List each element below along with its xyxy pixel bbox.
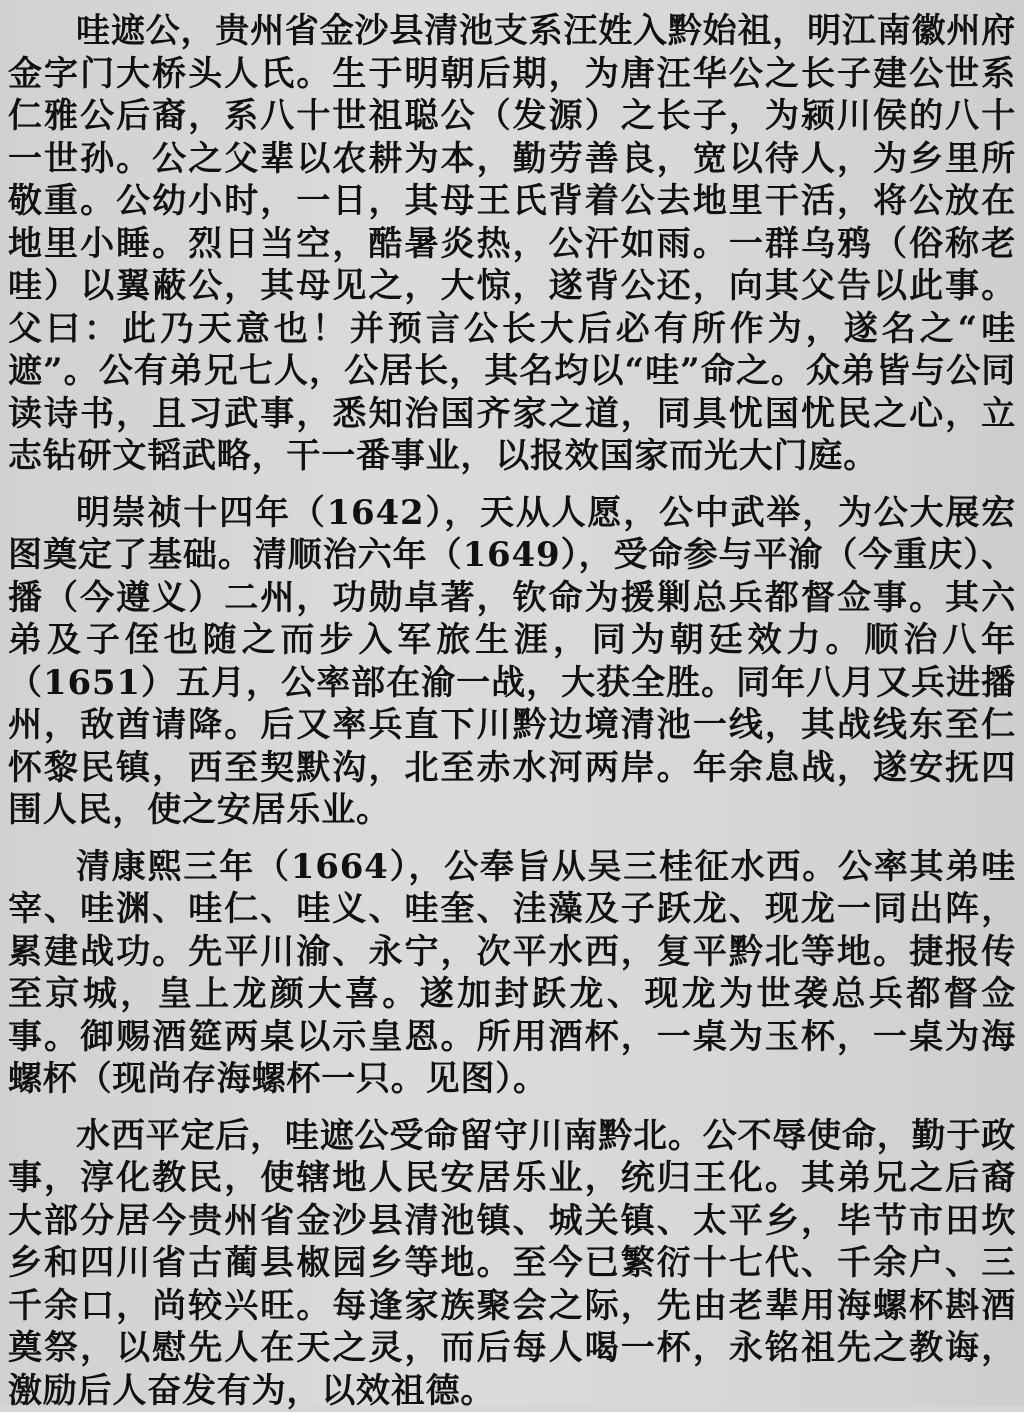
paragraph-4 (8, 1115, 1016, 1412)
paragraph-text: 水西平定后，哇遮公受命留守川南黔北。公不辱使命，勤于政事，淳化教民，使辖地人民安居乐业，统归王化。其弟兄之后裔大部分居今贵州省金沙县清池镇、城关镇、太平乡，毕节市田坎乡和四川省古蔺县椒园乡等地。至今已繁衍十七代、千余户、三千余口，尚较兴旺。每逢家族聚会之际，先由老辈用海螺杯斟酒奠祭，以慰先人在天之灵，而后每人喝一杯，永铭祖先之教诲，激励后人奋发有为，以效祖德。 (8, 1115, 1016, 1412)
paragraph-text: 哇遮公，贵州省金沙县清池支系汪姓入黔始祖，明江南徽州府金字门大桥头人氏。生于明朝后期，为唐汪华公之长子建公世系仁雅公后裔，系八十世祖聪公（发源）之长子，为颍川侯的八十一世孙。公之父辈以农耕为本，勤劳善良，宽以待人，为乡里所敬重。公幼小时，一日，其母王氏背着公去地里干活，将公放在地里小睡。烈日当空，酷暑炎热，公汗如雨。一群乌鸦（俗称老哇）以翼蔽公，其母见之，大惊，遂背公还，向其父告以此事。父曰：此乃天意也！并预言公长大后必有所作为，遂名之“哇遮”。公有弟兄七人，公居长，其名均以“哇”命之。众弟皆与公同读诗书，且习武事，悉知治国齐家之道，同具忧国忧民之心，立志钻研文韬武略，干一番事业，以报效国家而光大门庭。 (8, 10, 1016, 478)
paragraph-3 (8, 846, 1016, 1101)
paragraph-text: 清康熙三年（1664），公奉旨从吴三桂征水西。公率其弟哇宰、哇渊、哇仁、哇义、哇奎、洼藻及子跃龙、现龙一同出阵，累建战功。先平川渝、永宁，次平水西，复平黔北等地。捷报传至京城，皇上龙颜大喜。遂加封跃龙、现龙为世袭总兵都督佥事。御赐酒筵两桌以示皇恩。所用酒杯，一桌为玉杯，一桌为海螺杯（现尚存海螺杯一只。见图）。 (8, 846, 1016, 1101)
paragraph-text: 明崇祯十四年（1642），天从人愿，公中武举，为公大展宏图奠定了基础。清顺治六年（1649），受命参与平渝（今重庆）、播（今遵义）二州，功勋卓著，钦命为援剿总兵都督佥事。其六弟及子侄也随之而步入军旅生涯，同为朝廷效力。顺治八年（1651）五月，公率部在渝一战，大获全胜。同年八月又兵进播州，敌酋请降。后又率兵直下川黔边境清池一线，其战线东至仁怀黎民镇，西至契默沟，北至赤水河两岸。年余息战，遂安抚四围人民，使之安居乐业。 (8, 492, 1016, 832)
paragraph-2 (8, 492, 1016, 832)
paragraph-1 (8, 10, 1016, 478)
